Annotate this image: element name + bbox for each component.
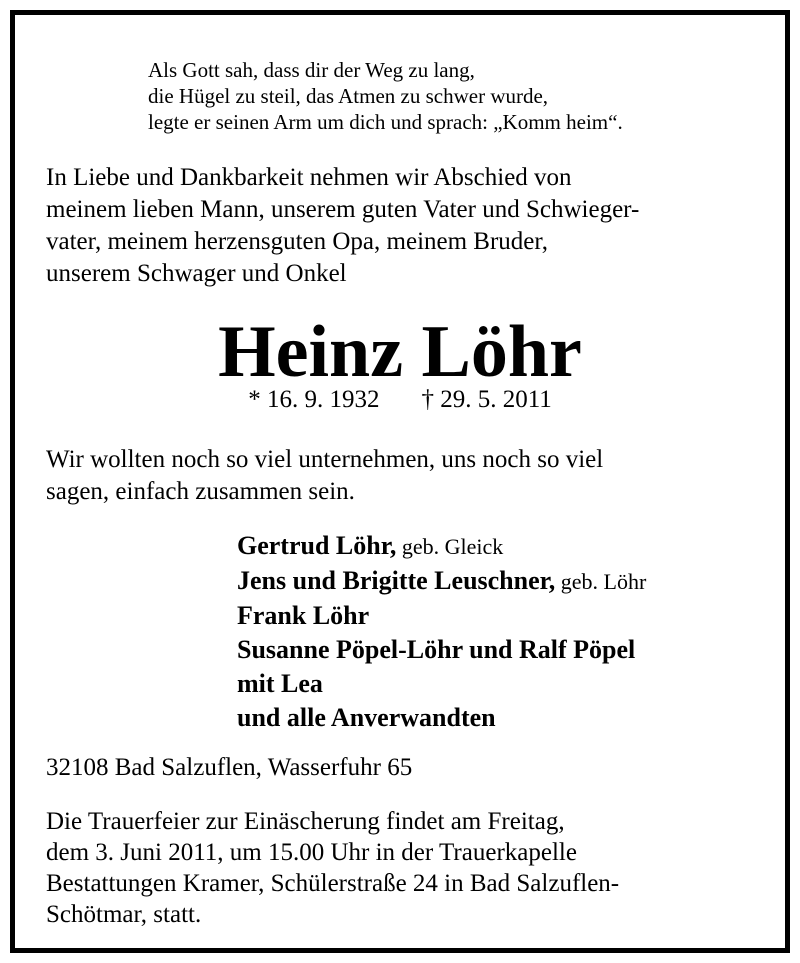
family-member-name: Susanne Pöpel-Löhr und Ralf Pöpel <box>237 635 636 664</box>
intro-line: vater, meinem herzensguten Opa, meinem Bruder, <box>46 228 548 255</box>
family-member <box>237 667 646 701</box>
life-dates <box>15 385 785 415</box>
obituary-frame <box>10 10 790 953</box>
birth-date: * 16. 9. 1932 <box>248 386 380 413</box>
intro-line: unserem Schwager und Onkel <box>46 260 347 287</box>
family-member <box>237 701 646 735</box>
poem-line: Als Gott sah, dass dir der Weg zu lang, <box>148 58 475 82</box>
address: 32108 Bad Salzuflen, Wasserfuhr 65 <box>46 754 413 781</box>
service-line: Die Trauerfeier zur Einäscherung findet am Freitag, <box>46 808 565 835</box>
family-member-note: geb. Gleick <box>396 534 504 559</box>
family-member-name: Jens und Brigitte Leuschner, <box>237 566 556 595</box>
family-list <box>237 529 646 735</box>
wish-text <box>46 444 603 508</box>
family-member-name: und alle Anverwandten <box>237 703 496 732</box>
family-member <box>237 599 646 633</box>
family-member <box>237 633 646 667</box>
wish-line: sagen, einfach zusammen sein. <box>46 478 355 505</box>
poem-line: legte er seinen Arm um dich und sprach: „Komm heim“. <box>148 110 623 134</box>
family-member-name: mit Lea <box>237 669 323 698</box>
service-line: Schötmar, statt. <box>46 901 202 928</box>
family-member-name: Frank Löhr <box>237 601 370 630</box>
family-member-note: geb. Löhr <box>555 569 647 594</box>
poem <box>148 57 623 135</box>
intro-text <box>46 162 639 290</box>
deceased-name: Heinz Löhr <box>218 311 582 393</box>
wish-line: Wir wollten noch so viel unternehmen, uns noch so viel <box>46 446 604 473</box>
poem-line: die Hügel zu steil, das Atmen zu schwer wurde, <box>148 84 549 108</box>
family-member-name: Gertrud Löhr, <box>237 531 397 560</box>
intro-line: meinem lieben Mann, unserem guten Vater und Schwieger- <box>46 196 640 223</box>
intro-line: In Liebe und Dankbarkeit nehmen wir Abschied von <box>46 164 572 191</box>
service-line: dem 3. Juni 2011, um 15.00 Uhr in der Trauerkapelle <box>46 839 577 866</box>
death-date: † 29. 5. 2011 <box>421 386 552 413</box>
family-member <box>237 529 646 564</box>
service-line: Bestattungen Kramer, Schülerstraße 24 in Bad Salzuflen- <box>46 870 620 897</box>
family-member <box>237 564 646 599</box>
service-info <box>46 806 619 930</box>
